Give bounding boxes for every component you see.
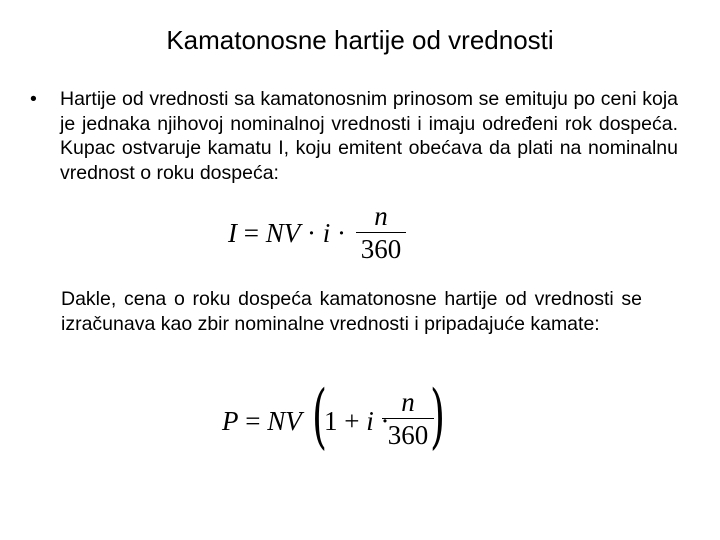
- formula2-lhs: [222, 406, 302, 436]
- formula2-price-symbol: P: [222, 406, 239, 436]
- formula2-right-paren: ): [430, 375, 446, 457]
- formula2-fraction-bar: [382, 418, 434, 419]
- price-formula: [222, 375, 452, 472]
- formula1-equals: =: [243, 218, 259, 248]
- formula2-one: 1: [324, 406, 338, 436]
- formula2-fraction: [382, 388, 434, 449]
- bullet-text: [60, 87, 678, 185]
- bullet-marker: •: [30, 88, 37, 110]
- formula2-denominator: 360: [387, 420, 429, 450]
- formula1-fraction-bar: [356, 232, 406, 233]
- explanation-paragraph: Dakle, cena o roku dospeća kamatonosne hartije od vrednosti se izračunava kao zbir nominalne vrednosti i pripadajuće kamate:: [61, 288, 642, 335]
- bullet-item: [30, 87, 678, 185]
- formula1-interest-symbol: I: [228, 218, 237, 248]
- formula2-nominal-value: NV: [267, 406, 302, 436]
- formula1-dot2: ·: [337, 218, 347, 248]
- interest-formula: [228, 202, 428, 272]
- formula2-inner: 1 + i ·: [324, 406, 390, 436]
- formula1-fraction: [356, 202, 406, 263]
- formula1-lhs: [228, 218, 346, 248]
- formula1-nominal-value: NV: [265, 218, 301, 248]
- formula2-plus: +: [344, 406, 360, 436]
- formula2-equals: =: [245, 406, 261, 436]
- bullet-text-content: Hartije od vrednosti sa kamatonosnim prinosom se emituju po ceni koja je jednaka njihovoj nominalnoj vrednosti i imaju određeni rok dospeća. Kupac ostvaruje kamatu I, koju emitent obećava da plati na nominalnu vrednost o roku dospeća:: [60, 88, 678, 184]
- formula1-numerator: n: [374, 201, 388, 231]
- formula1-denominator: 360: [360, 234, 402, 264]
- slide-title: Kamatonosne hartije od vrednosti: [166, 25, 554, 55]
- formula1-dot: ·: [307, 218, 316, 248]
- formula1-rate: i: [322, 218, 331, 248]
- formula2-numerator: n: [401, 387, 415, 417]
- formula2-rate: i: [366, 406, 374, 436]
- formula2-left-paren: (: [312, 375, 328, 457]
